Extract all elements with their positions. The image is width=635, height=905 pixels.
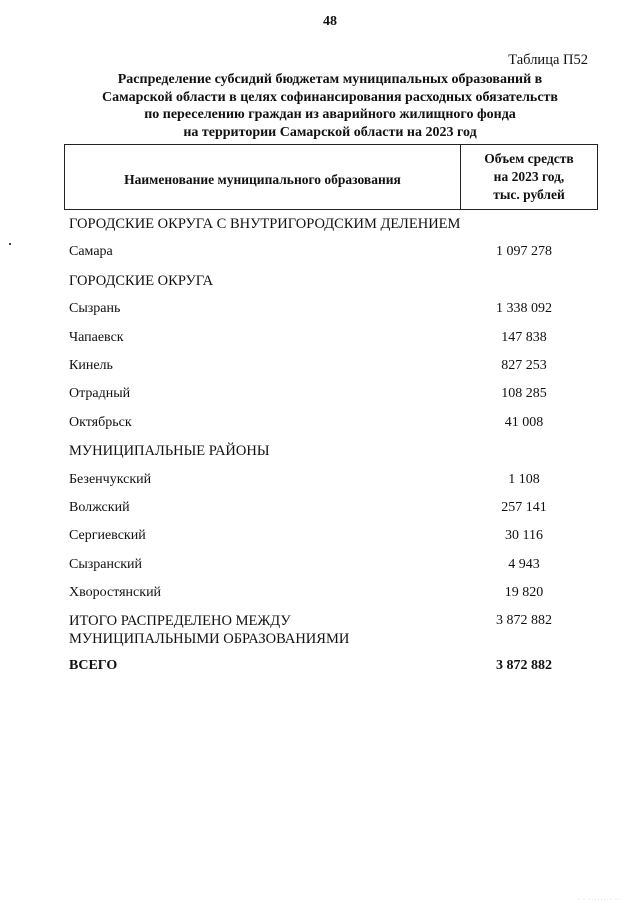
row-value: 257 141: [501, 499, 547, 515]
title-line: на территории Самарской области на 2023 год: [183, 124, 477, 140]
row-name: Чапаевск: [69, 329, 124, 345]
row-value: 4 943: [508, 556, 540, 572]
section-row: [0, 215, 635, 243]
row-name: Кинель: [69, 357, 113, 373]
row-value: 147 838: [501, 329, 547, 345]
title-line: по переселению граждан из аварийного жилищного фонда: [144, 107, 516, 122]
table-label: Таблица П52: [508, 52, 588, 68]
total-name: ВСЕГО: [69, 658, 118, 674]
table-row: [0, 243, 635, 271]
total-row: [0, 657, 635, 685]
row-value: 1 338 092: [496, 301, 552, 317]
row-name: Отрадный: [69, 386, 131, 402]
row-value: 19 820: [504, 585, 544, 601]
row-value: 41 008: [504, 414, 544, 430]
total-value: 3 872 882: [496, 658, 552, 674]
row-value: 1 108: [508, 471, 540, 487]
row-name: Хворостянский: [69, 585, 162, 601]
table-row: [0, 414, 635, 442]
row-value: 30 116: [505, 528, 543, 544]
row-name: Самара: [69, 244, 113, 260]
header-volume-column: [460, 145, 597, 209]
row-name: ГОРОДСКИЕ ОКРУГА: [69, 272, 214, 289]
section-row: [0, 442, 635, 470]
row-name: Сызрань: [69, 301, 121, 317]
table-row: [0, 329, 635, 357]
header-volume-line: на 2023 год,: [493, 169, 565, 184]
table-row: [0, 471, 635, 499]
subtotal-row: [0, 612, 635, 657]
table-row: [0, 300, 635, 328]
row-value: 1 097 278: [496, 244, 552, 260]
table-row: [0, 527, 635, 555]
title-line: Распределение субсидий бюджетам муниципальных образований в: [117, 72, 543, 87]
table-row: [0, 357, 635, 385]
row-name: МУНИЦИПАЛЬНЫЕ РАЙОНЫ: [69, 443, 270, 460]
row-name: Октябрьск: [69, 414, 132, 430]
row-name: Безенчукский: [69, 471, 152, 487]
row-name: Сергиевский: [69, 528, 146, 544]
table-row: [0, 499, 635, 527]
table-header: [64, 144, 598, 210]
row-name: Сызранский: [69, 556, 142, 572]
row-name: Волжский: [69, 499, 130, 515]
section-row: [0, 272, 635, 300]
header-volume-line: тыс. рублей: [493, 187, 565, 202]
row-value: 108 285: [501, 386, 547, 402]
subtotal-name-line: ИТОГО РАСПРЕДЕЛЕНО МЕЖДУ: [69, 613, 291, 630]
scan-artifact: · · ········ ··: [577, 897, 621, 903]
title-line: Самарской области в целях софинансирования расходных обязательств: [102, 89, 558, 105]
document-title: [70, 71, 590, 141]
header-name-column: Наименование муниципального образования: [124, 172, 401, 187]
subtotal-name: [69, 612, 349, 648]
table-row: [0, 556, 635, 584]
subtotal-value: 3 872 882: [496, 613, 552, 629]
table-row: [0, 385, 635, 413]
table-body: [0, 215, 635, 686]
row-name: ГОРОДСКИЕ ОКРУГА С ВНУТРИГОРОДСКИМ ДЕЛЕНИЕМ: [69, 216, 461, 232]
header-volume-line: Объем средств: [484, 151, 574, 166]
subtotal-name-line: МУНИЦИПАЛЬНЫМИ ОБРАЗОВАНИЯМИ: [69, 631, 350, 648]
table-row: [0, 584, 635, 612]
row-value: 827 253: [501, 357, 547, 373]
page-number: 48: [323, 14, 337, 29]
